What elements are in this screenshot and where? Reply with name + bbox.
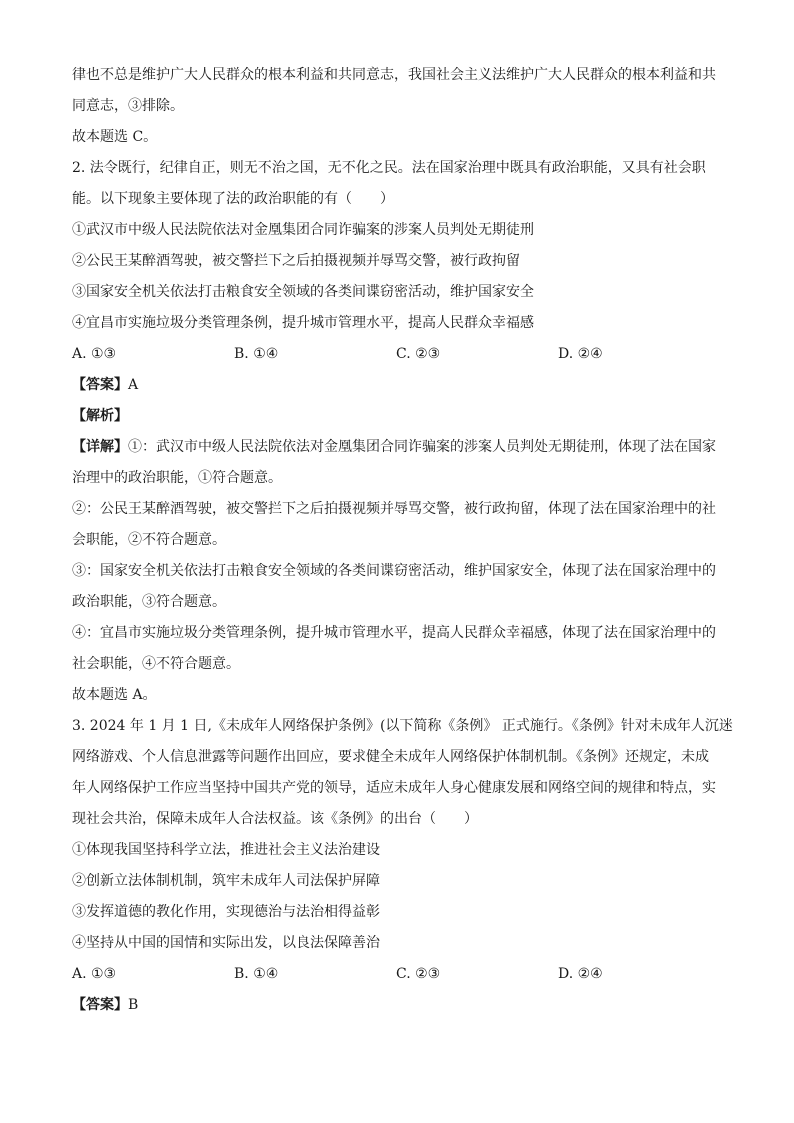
q3-item-4: ④坚持从中国的国情和实际出发，以良法保障善治 [72,935,380,951]
q2-detail-2a: ②：公民王某醉酒驾驶，被交警拦下之后拍摄视频并辱骂交警，被行政拘留，体现了法在国家治理中的社 [72,501,716,517]
q2-detail-tag: 【详解】 [72,439,128,455]
q2-option-d: D. ②④ [558,346,603,362]
q3-stem-line-1: 3. 2024 年 1 月 1 日,《未成年人网络保护条例》(以下简称《条例》 正式施行。《条例》针对未成年人沉迷 [72,718,733,734]
q2-item-4: ④宜昌市实施垃圾分类管理条例，提升城市管理水平，提高人民群众幸福感 [72,315,534,331]
q2-detail-1b: 治理中的政治职能，①符合题意。 [72,470,282,486]
q2-option-c: C. ②③ [396,346,441,362]
q2-detail-2b: 会职能，②不符合题意。 [72,532,226,548]
q3-options [72,959,722,990]
q2-answer-tag: 【答案】 [72,377,128,393]
q2-detail-1a [72,432,722,463]
q2-detail-4a: ④：宜昌市实施垃圾分类管理条例，提升城市管理水平，提高人民群众幸福感，体现了法在国家治理中的 [72,625,716,641]
q2-stem-line-2: 能。以下现象主要体现了法的政治职能的有（ ） [72,191,394,207]
q3-option-d: D. ②④ [558,966,603,982]
q3-option-b: B. ①④ [234,966,279,982]
q3-item-3: ③发挥道德的教化作用，实现德治与法治相得益彰 [72,904,380,920]
q3-stem-line-4: 现社会共治，保障未成年人合法权益。该《条例》的出台（ ） [72,811,478,827]
document-page [72,60,733,1021]
q3-stem-line-2: 网络游戏、个人信息泄露等问题作出回应，要求健全未成年人网络保护体制机制。《条例》还规定，未成 [72,749,709,765]
q2-answer-value: A [128,377,139,393]
q2-options [72,339,722,370]
q3-answer [72,990,722,1021]
intro-line-1: 律也不总是维护广大人民群众的根本利益和共同意志，我国社会主义法维护广大人民群众的根本利益和共 [72,67,716,83]
q3-item-1: ①体现我国坚持科学立法，推进社会主义法治建设 [72,842,380,858]
q3-option-a: A. ①③ [72,966,117,982]
q2-detail-1-text: ①：武汉市中级人民法院依法对金凰集团合同诈骗案的涉案人员判处无期徒刑，体现了法在国家 [128,439,716,455]
q3-option-c: C. ②③ [396,966,441,982]
q2-conclusion: 故本题选 A。 [72,687,157,703]
intro-conclusion: 故本题选 C。 [72,129,158,145]
q2-option-b: B. ①④ [234,346,279,362]
q2-item-1: ①武汉市中级人民法院依法对金凰集团合同诈骗案的涉案人员判处无期徒刑 [72,222,534,238]
intro-line-2: 同意志，③排除。 [72,98,184,114]
q2-stem-line-1: 2. 法令既行，纪律自正，则无不治之国，无不化之民。法在国家治理中既具有政治职能，又具有社会职 [72,160,706,176]
q2-item-3: ③国家安全机关依法打击粮食安全领域的各类间谍窃密活动，维护国家安全 [72,284,534,300]
q2-analysis-tag: 【解析】 [72,408,128,424]
q3-answer-tag: 【答案】 [72,997,128,1013]
q2-detail-3b: 政治职能，③符合题意。 [72,594,226,610]
q2-analysis [72,401,722,432]
q2-option-a: A. ①③ [72,346,117,362]
q2-item-2: ②公民王某醉酒驾驶，被交警拦下之后拍摄视频并辱骂交警，被行政拘留 [72,253,520,269]
q2-answer [72,370,722,401]
q2-detail-4b: 社会职能，④不符合题意。 [72,656,240,672]
q3-item-2: ②创新立法体制机制，筑牢未成年人司法保护屏障 [72,873,380,889]
q2-detail-3a: ③：国家安全机关依法打击粮食安全领域的各类间谍窃密活动，维护国家安全，体现了法在国家治理中的 [72,563,716,579]
q3-answer-value: B [128,997,139,1013]
q3-stem-line-3: 年人网络保护工作应当坚持中国共产党的领导，适应未成年人身心健康发展和网络空间的规律和特点，实 [72,780,716,796]
